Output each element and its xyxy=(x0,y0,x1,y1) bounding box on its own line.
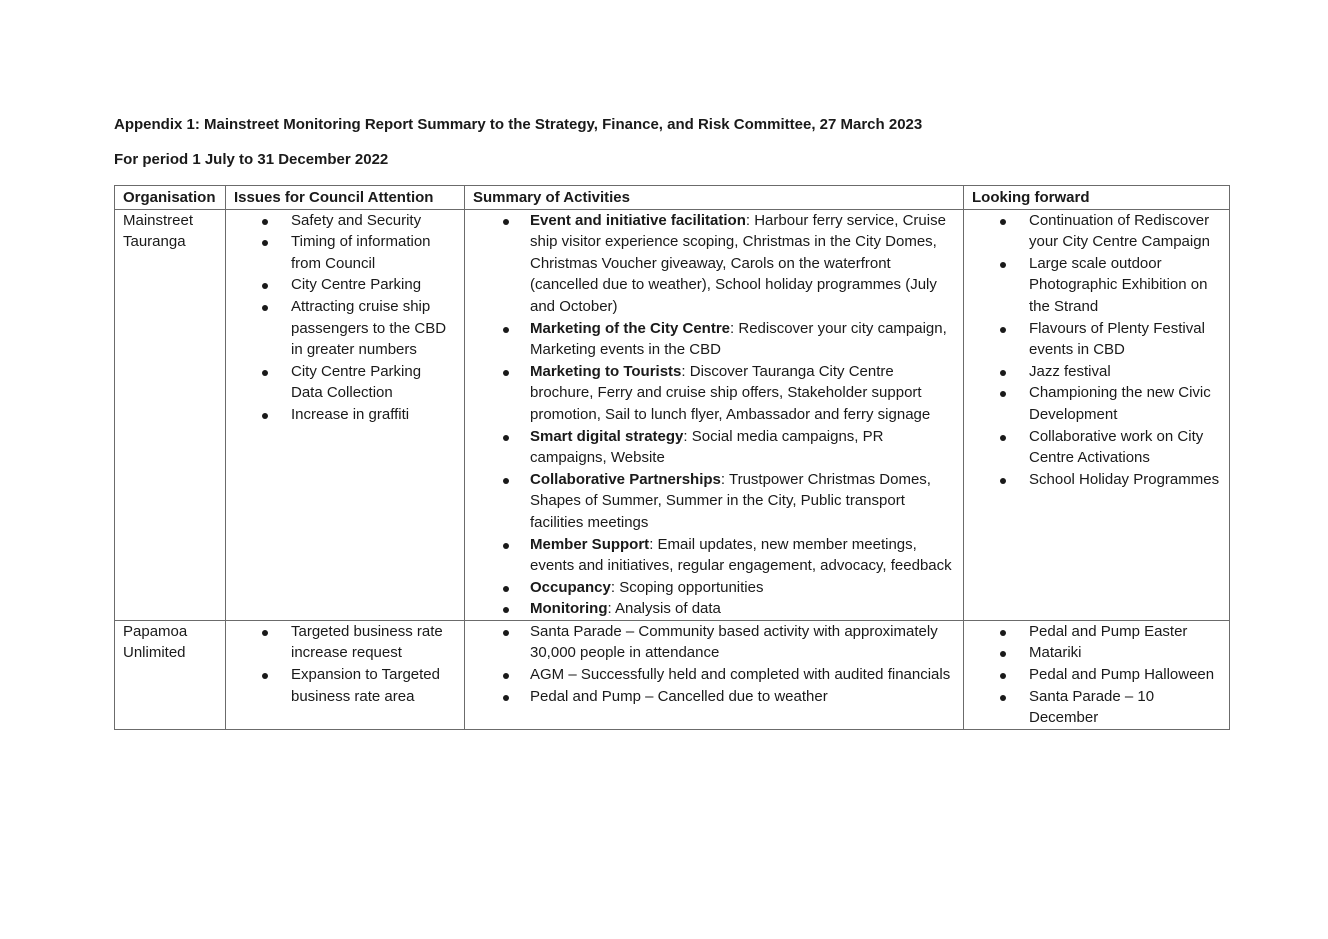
bullet-icon xyxy=(503,478,509,484)
forward-text: Pedal and Pump Easter xyxy=(1029,622,1188,640)
list-item xyxy=(972,253,1221,318)
activities-cell xyxy=(465,620,964,729)
bullet-icon xyxy=(262,413,268,419)
activity-text: AGM – Successfully held and completed with audited financials xyxy=(530,666,951,684)
bullet-icon xyxy=(503,673,509,679)
list-item xyxy=(473,621,955,664)
monitoring-report-table xyxy=(114,185,1230,730)
list-item xyxy=(972,210,1221,253)
forward-text: Large scale outdoor Photographic Exhibition on the Strand xyxy=(1029,254,1208,315)
forward-text: Pedal and Pump Halloween xyxy=(1029,666,1215,684)
list-item xyxy=(234,231,456,274)
bullet-icon xyxy=(262,370,268,376)
activity-text: : Email updates, new member meetings, events and initiatives, regular engagement, advocacy, feedback xyxy=(530,535,952,575)
forward-text: School Holiday Programmes xyxy=(1029,470,1220,488)
bullet-icon xyxy=(503,695,509,701)
looking-forward-cell xyxy=(964,620,1230,729)
bullet-icon xyxy=(262,283,268,289)
activity-heading: Member Support xyxy=(530,535,650,553)
list-item xyxy=(473,598,955,620)
activity-heading: Marketing to Tourists xyxy=(530,362,682,380)
activity-heading: Smart digital strategy xyxy=(530,427,684,445)
table-row xyxy=(115,209,1230,620)
list-item xyxy=(234,361,456,404)
activity-text: : Analysis of data xyxy=(607,600,721,618)
forward-text: Collaborative work on City Centre Activations xyxy=(1029,427,1204,467)
forward-text: Matariki xyxy=(1029,644,1082,662)
list-item xyxy=(972,382,1221,425)
list-item xyxy=(473,686,955,708)
bullet-icon xyxy=(262,305,268,311)
bullet-icon xyxy=(503,370,509,376)
table-row xyxy=(115,620,1230,729)
list-item xyxy=(473,469,955,534)
list-item xyxy=(972,426,1221,469)
forward-text: Championing the new Civic Development xyxy=(1029,384,1211,423)
issues-cell xyxy=(226,620,465,729)
bullet-icon xyxy=(1000,695,1006,701)
bullet-icon xyxy=(1000,262,1006,268)
issues-cell xyxy=(226,209,465,620)
list-item xyxy=(473,361,955,426)
list-item xyxy=(234,404,456,426)
bullet-icon xyxy=(503,630,509,636)
list-item xyxy=(473,318,955,361)
list-item xyxy=(234,664,456,707)
activity-heading: Monitoring xyxy=(530,600,608,618)
activity-text: Santa Parade – Community based activity with approximately 30,000 people in attendance xyxy=(530,622,938,662)
list-item xyxy=(972,621,1221,643)
forward-text: Flavours of Plenty Festival events in CBD xyxy=(1029,319,1205,359)
looking-forward-cell xyxy=(964,209,1230,620)
activity-text: : Discover Tauranga City Centre brochure, Ferry and cruise ship offers, Stakeholder support promotion, Sail to lunch flyer, Ambassador and ferry signage xyxy=(530,362,931,423)
list-item xyxy=(234,621,456,664)
header-organisation: Organisation xyxy=(115,186,226,210)
bullet-icon xyxy=(503,607,509,613)
list-item xyxy=(972,361,1221,383)
activities-cell xyxy=(465,209,964,620)
document-title: Appendix 1: Mainstreet Monitoring Report Summary to the Strategy, Finance, and Risk Committee, 27 March 2023 xyxy=(114,116,923,133)
issue-text: City Centre Parking xyxy=(291,276,422,294)
list-item xyxy=(234,210,456,232)
list-item xyxy=(972,318,1221,361)
organisation-cell: Mainstreet Tauranga xyxy=(115,209,226,620)
bullet-icon xyxy=(1000,651,1006,657)
bullet-icon xyxy=(1000,673,1006,679)
bullet-icon xyxy=(1000,391,1006,397)
bullet-icon xyxy=(262,673,268,679)
activities-list xyxy=(473,210,955,620)
list-item xyxy=(972,686,1221,729)
list-item xyxy=(972,642,1221,664)
list-item xyxy=(473,664,955,686)
bullet-icon xyxy=(503,586,509,592)
list-item xyxy=(473,534,955,577)
forward-text: Santa Parade – 10 December xyxy=(1029,687,1155,727)
bullet-icon xyxy=(1000,327,1006,333)
activity-heading: Marketing of the City Centre xyxy=(530,319,731,337)
activity-text: : Trustpower Christmas Domes, Shapes of Summer, Summer in the City, Public transport facilities meetings xyxy=(530,470,931,531)
list-item xyxy=(972,469,1221,491)
issue-text: Increase in graffiti xyxy=(291,405,410,423)
activities-list xyxy=(473,621,955,707)
table-header-row xyxy=(115,186,1230,210)
activity-text: : Rediscover your city campaign, Marketing events in the CBD xyxy=(530,319,947,359)
issues-list xyxy=(234,621,456,707)
activity-text: : Scoping opportunities xyxy=(610,578,764,596)
organisation-cell: Papamoa Unlimited xyxy=(115,620,226,729)
bullet-icon xyxy=(503,435,509,441)
bullet-icon xyxy=(262,219,268,225)
activity-text: : Social media campaigns, PR campaigns, Website xyxy=(530,427,884,467)
activity-text: Pedal and Pump – Cancelled due to weather xyxy=(530,687,828,705)
header-issues: Issues for Council Attention xyxy=(226,186,465,210)
bullet-icon xyxy=(1000,630,1006,636)
issue-text: Attracting cruise ship passengers to the CBD in greater numbers xyxy=(291,297,447,359)
issue-text: Expansion to Targeted business rate area xyxy=(291,666,440,705)
looking-forward-list xyxy=(972,621,1221,729)
bullet-icon xyxy=(262,630,268,636)
reporting-period: For period 1 July to 31 December 2022 xyxy=(114,151,389,168)
issue-text: Targeted business rate increase request xyxy=(291,622,443,662)
activity-text: : Harbour ferry service, Cruise ship visitor experience scoping, Christmas in the City Domes, Christmas Voucher giveaway, Carols on the waterfront (cancelled due to weather), School holiday programmes (July and October) xyxy=(530,211,946,315)
activity-heading: Event and initiative facilitation xyxy=(530,211,746,229)
issues-list xyxy=(234,210,456,426)
looking-forward-list xyxy=(972,210,1221,491)
list-item xyxy=(234,274,456,296)
bullet-icon xyxy=(1000,435,1006,441)
issue-text: Safety and Security xyxy=(291,211,422,229)
bullet-icon xyxy=(503,543,509,549)
activity-heading: Occupancy xyxy=(530,578,611,596)
activity-heading: Collaborative Partnerships xyxy=(530,470,721,488)
header-looking-forward: Looking forward xyxy=(964,186,1230,210)
bullet-icon xyxy=(1000,370,1006,376)
bullet-icon xyxy=(503,327,509,333)
list-item xyxy=(473,210,955,318)
list-item xyxy=(473,426,955,469)
header-activities: Summary of Activities xyxy=(465,186,964,210)
bullet-icon xyxy=(1000,478,1006,484)
bullet-icon xyxy=(262,240,268,246)
issue-text: City Centre Parking Data Collection xyxy=(291,362,422,402)
list-item xyxy=(234,296,456,361)
forward-text: Jazz festival xyxy=(1029,362,1111,380)
issue-text: Timing of information from Council xyxy=(291,233,431,272)
list-item xyxy=(972,664,1221,686)
bullet-icon xyxy=(503,219,509,225)
forward-text: Continuation of Rediscover your City Centre Campaign xyxy=(1029,211,1210,251)
list-item xyxy=(473,577,955,599)
bullet-icon xyxy=(1000,219,1006,225)
